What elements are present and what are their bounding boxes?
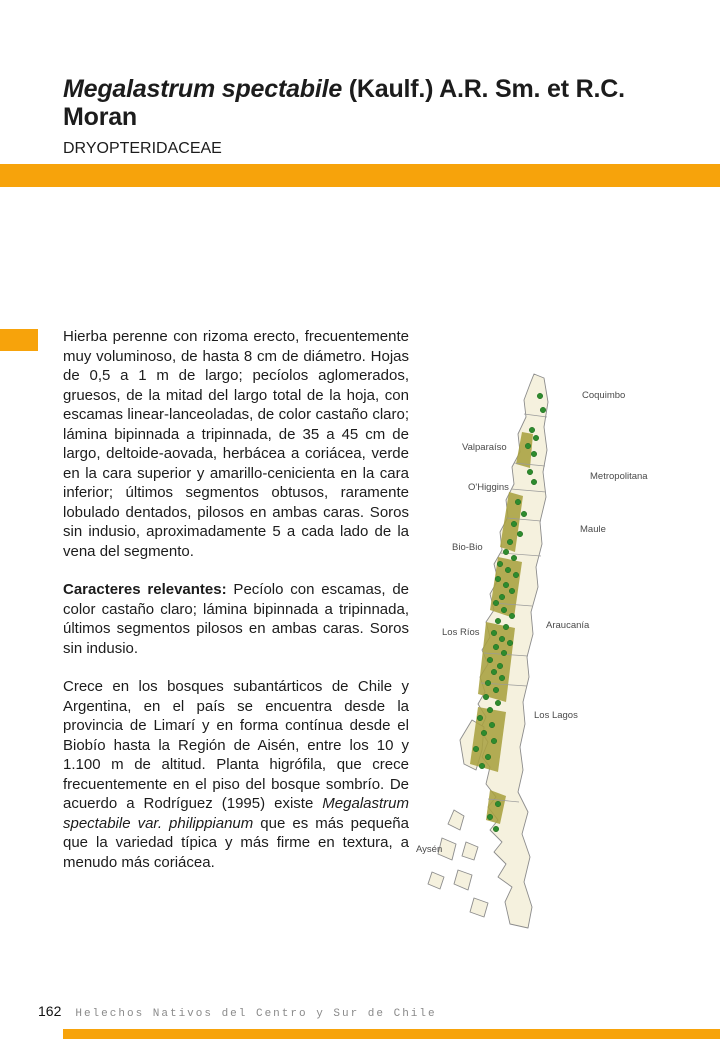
distribution-dot (485, 754, 491, 760)
distribution-dot (489, 722, 495, 728)
distribution-dot (513, 572, 519, 578)
distribution-dot (495, 700, 501, 706)
distribution-map (410, 372, 710, 932)
distribution-dot (487, 707, 493, 713)
distribution-dot (540, 407, 546, 413)
distribution-dot (517, 531, 523, 537)
map-region-label: Valparaíso (462, 442, 507, 453)
distribution-dot (499, 594, 505, 600)
distribution-dot (533, 435, 539, 441)
distribution-dot (509, 588, 515, 594)
variety-name: Megalastrum spectabile var. philippianum (63, 795, 409, 832)
distribution-dot (529, 427, 535, 433)
distribution-dot (503, 624, 509, 630)
map-region-label: Coquimbo (582, 390, 626, 401)
distribution-dot (501, 650, 507, 656)
distribution-dot (487, 814, 493, 820)
distribution-dot (485, 680, 491, 686)
distribution-dot (493, 826, 499, 832)
series-title: Helechos Nativos del Centro y Sur de Chile (75, 1008, 437, 1020)
page-number: 162 (38, 1003, 62, 1019)
distribution-dot (497, 663, 503, 669)
distribution-dot (537, 393, 543, 399)
distribution-dot (531, 451, 537, 457)
island (428, 872, 444, 889)
map-region-label: Bio-Bio (452, 542, 483, 553)
island (454, 870, 472, 890)
distribution-dot (477, 715, 483, 721)
distribution-dot (495, 618, 501, 624)
distribution-dot (505, 567, 511, 573)
island (462, 842, 478, 860)
distribution-dot (511, 521, 517, 527)
key-characters-text: Pecíolo con escamas, de color castaño claro; lámina bipinnada a tripinnada, últimos segmentos pilosos en ambas caras. Soros sin indusio. (63, 581, 410, 657)
map-region-label: Los Lagos (534, 710, 578, 721)
island (470, 898, 488, 917)
distribution-dot (483, 694, 489, 700)
distribution-dot (521, 511, 527, 517)
distribution-dot (501, 607, 507, 613)
family-name: DRYOPTERIDACEAE (63, 140, 222, 157)
distribution-dot (493, 600, 499, 606)
description-paragraph: Hierba perenne con rizoma erecto, frecuentemente muy voluminoso, de hasta 8 cm de diámetro. Hojas de 0,5 a 1 m de largo; pecíolos aglomerados, gruesos, de la mitad del largo total de la hoja, con escamas linear-lanceoladas, de color castaño claro; lámina bipinnada a tripinnada, de 35 a 45 cm de largo, deltoide-aovada, herbácea a coriácea, verde en la cara superior y amarillo-cenicienta en la cara inferior; últimos segmentos obtusos, raramente lobulado dentados, pilosos en ambas caras. Soros sin indusio, aproximadamente 5 a cada lado de la vena del segmento. (63, 328, 409, 560)
top-accent-bar (0, 164, 720, 187)
bottom-accent-bar (63, 1029, 720, 1039)
chile-map-svg (410, 372, 710, 932)
distribution-dot (491, 669, 497, 675)
species-name: Megalastrum spectabile (63, 75, 343, 103)
distribution-dot (531, 479, 537, 485)
distribution-dot (509, 613, 515, 619)
distribution-dot (473, 746, 479, 752)
key-characters-label: Caracteres relevantes: (63, 581, 227, 598)
map-region-label: Los Ríos (442, 627, 480, 638)
left-margin-accent-mark (0, 329, 38, 351)
distribution-dot (515, 499, 521, 505)
distribution-dot (511, 555, 517, 561)
map-region-label: O'Higgins (468, 482, 509, 493)
island (448, 810, 464, 830)
distribution-dot (493, 687, 499, 693)
distribution-dot (499, 675, 505, 681)
footer (38, 1003, 678, 1020)
distribution-dot (491, 630, 497, 636)
description-column (63, 327, 409, 891)
map-region-label: Metropolitana (590, 471, 648, 482)
distribution-dot (493, 644, 499, 650)
distribution-dot (527, 469, 533, 475)
map-region-label: Maule (580, 524, 606, 535)
distribution-dot (491, 738, 497, 744)
distribution-dot (499, 636, 505, 642)
author-citation: (Kaulf.) A.R. Sm. et R.C. Moran (63, 75, 625, 131)
distribution-dot (495, 576, 501, 582)
map-region-label: Aysén (416, 844, 443, 855)
distribution-dot (503, 582, 509, 588)
distribution-paragraph (63, 677, 409, 872)
distribution-dot (481, 730, 487, 736)
distribution-dot (507, 640, 513, 646)
distribution-dot (487, 657, 493, 663)
distribution-text-1: Crece en los bosques subantárticos de Chile y Argentina, en el país se encuentra desde la provincia de Limarí y en forma contínua desde el Biobío hasta la Región de Aisén, entre los 10 y 1.100 m de altitud. Planta higrófila, que crece frecuentemente en el piso del bosque sombrío. De acuerdo a Rodríguez (1995) existe (63, 678, 409, 812)
map-region-label: Araucanía (546, 620, 590, 631)
distribution-dot (497, 561, 503, 567)
distribution-text-2: que es más pequeña que la variedad típica y más firme en textura, a menudo más coriácea. (63, 814, 409, 871)
distribution-dot (525, 443, 531, 449)
key-characters-paragraph (63, 580, 409, 658)
page-title (63, 76, 683, 131)
distribution-dot (479, 763, 485, 769)
distribution-dot (503, 549, 509, 555)
distribution-dot (507, 539, 513, 545)
distribution-dot (495, 801, 501, 807)
